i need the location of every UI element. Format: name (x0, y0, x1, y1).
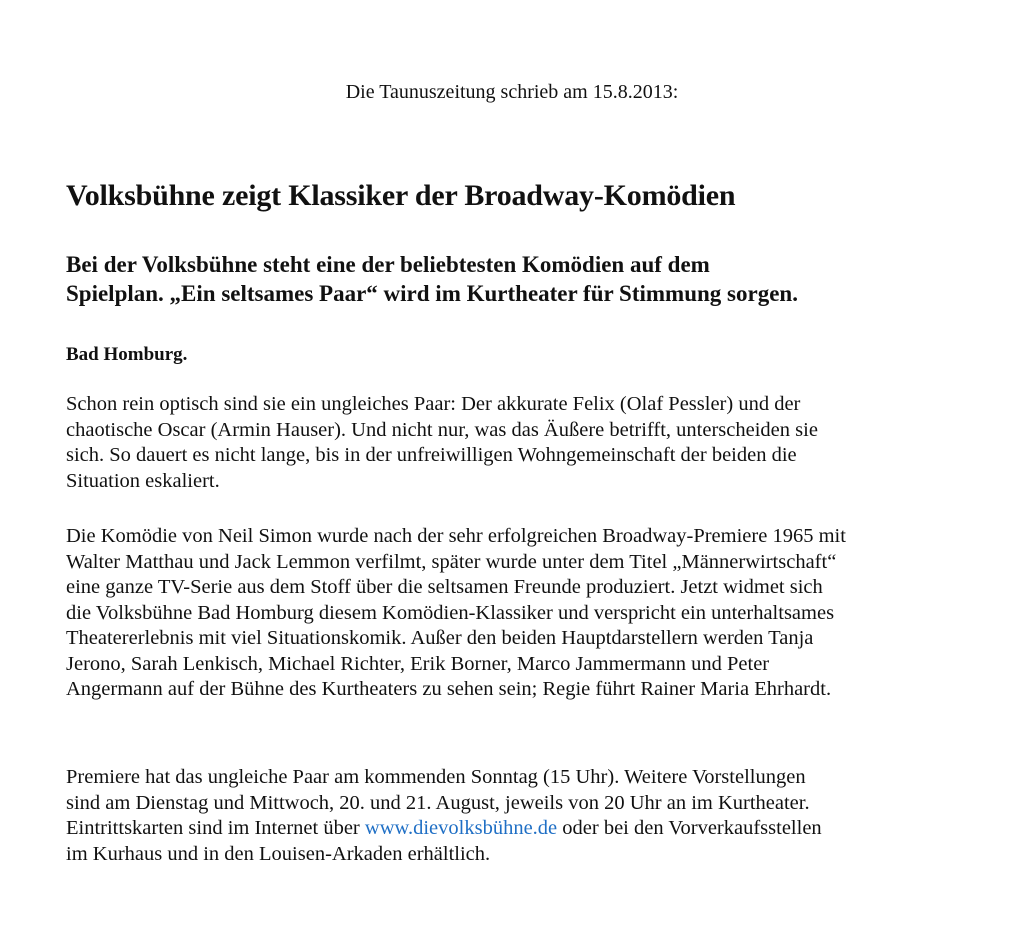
subheadline-line: Bei der Volksbühne steht eine der beliebtesten Komödien auf dem (66, 252, 710, 277)
article-headline: Volksbühne zeigt Klassiker der Broadway-Komödien (66, 179, 736, 212)
paragraph-line: sind am Dienstag und Mittwoch, 20. und 21. August, jeweils von 20 Uhr an im Kurtheater. (66, 791, 810, 814)
paragraph-line: Jerono, Sarah Lenkisch, Michael Richter, Erik Borner, Marco Jammermann und Peter (66, 652, 770, 675)
paragraph-line: Theatererlebnis mit viel Situationskomik. Außer den beiden Hauptdarstellern werden Tanja (66, 627, 814, 649)
paragraph-line: Situation eskaliert. (66, 469, 220, 492)
article-paragraph-3 (66, 765, 822, 867)
paragraph-line: eine ganze TV-Serie aus dem Stoff über die seltsamen Freunde produziert. Jetzt widmet sich (66, 576, 823, 598)
website-link[interactable]: www.dievolksbühne.de (364, 817, 558, 839)
paragraph-line: Walter Matthau und Jack Lemmon verfilmt, später wurde unter dem Titel „Männerwirtschaft“ (66, 550, 837, 573)
paragraph-line: Premiere hat das ungleiche Paar am kommenden Sonntag (15 Uhr). Weitere Vorstellungen (66, 766, 806, 788)
paragraph-line: Die Komödie von Neil Simon wurde nach der sehr erfolgreichen Broadway-Premiere 1965 mit (66, 525, 846, 547)
article-dateline: Bad Homburg. (66, 344, 188, 365)
subheadline-line: Spielplan. „Ein seltsames Paar“ wird im Kurtheater für Stimmung sorgen. (66, 281, 798, 306)
paragraph-line: chaotische Oscar (Armin Hauser). Und nicht nur, was das Äußere betrifft, unterscheiden sie (66, 418, 818, 441)
paragraph-line (66, 816, 822, 842)
paragraph-text: Eintrittskarten sind im Internet über (66, 817, 365, 839)
paragraph-text: oder bei den Vorverkaufsstellen (557, 817, 822, 839)
article-paragraph-1 (66, 392, 818, 494)
intro-source-line: Die Taunuszeitung schrieb am 15.8.2013: (345, 81, 679, 103)
article-paragraph-2 (66, 524, 846, 703)
paragraph-line: sich. So dauert es nicht lange, bis in der unfreiwilligen Wohngemeinschaft der beiden die (66, 444, 797, 466)
article-subheadline (66, 250, 798, 308)
paragraph-line: die Volksbühne Bad Homburg diesem Komödien-Klassiker und verspricht ein unterhaltsames (66, 601, 835, 624)
paragraph-line: im Kurhaus und in den Louisen-Arkaden erhältlich. (66, 842, 491, 865)
paragraph-line: Schon rein optisch sind sie ein ungleiches Paar: Der akkurate Felix (Olaf Pessler) und der (66, 393, 801, 415)
paragraph-line: Angermann auf der Bühne des Kurtheaters zu sehen sein; Regie führt Rainer Maria Ehrhardt. (66, 678, 832, 700)
